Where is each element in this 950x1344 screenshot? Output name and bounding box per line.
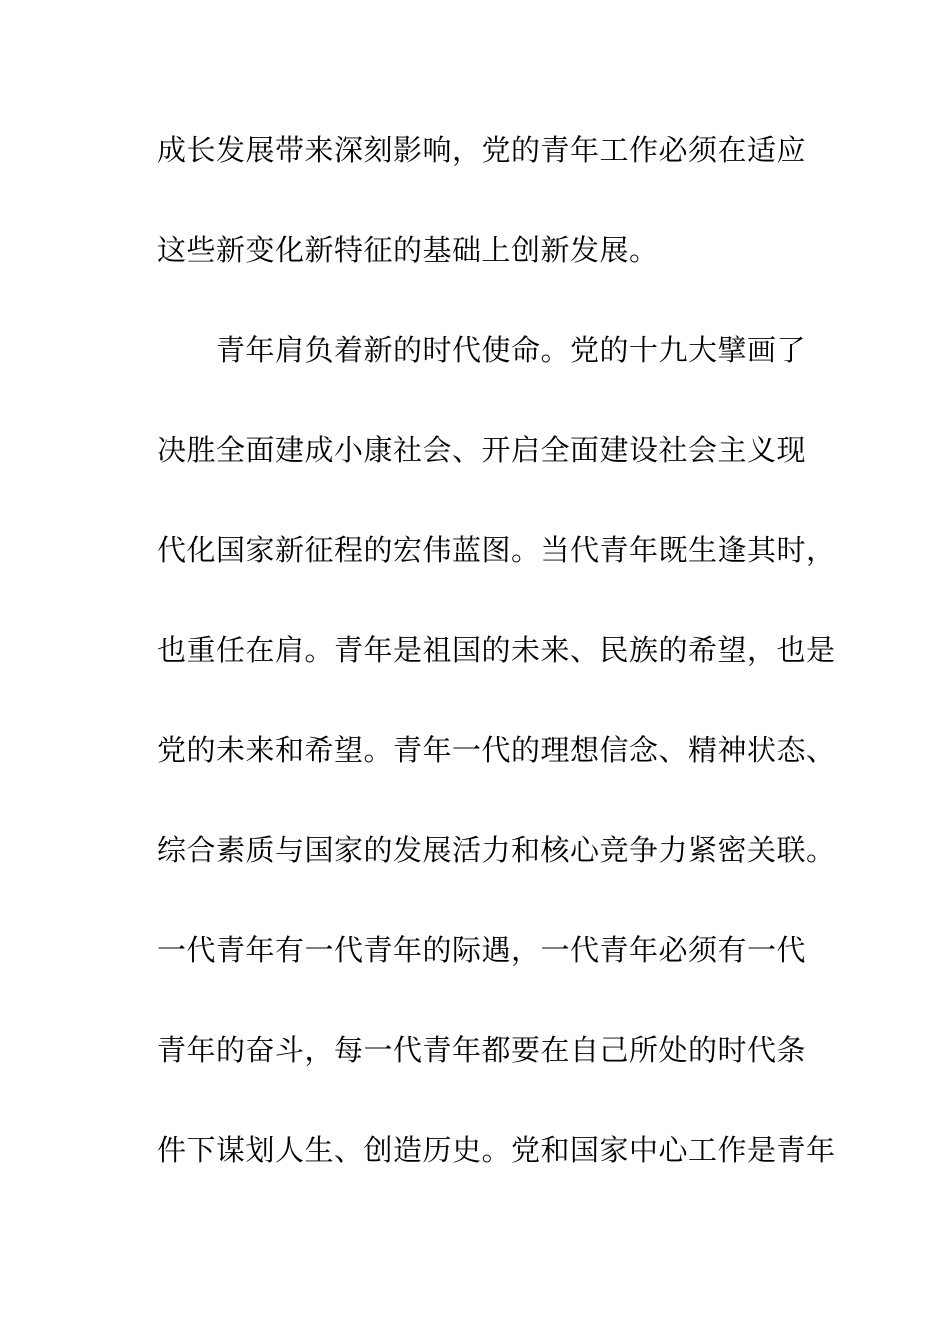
text-line: 青年的奋斗，每一代青年都要在自己所处的时代条 [157,1033,807,1067]
text-line: 代化国家新征程的宏伟蓝图。当代青年既生逢其时， [157,533,836,567]
text-line: 件下谋划人生、创造历史。党和国家中心工作是青年 [157,1133,836,1167]
text-line: 决胜全面建成小康社会、开启全面建设社会主义现 [157,433,807,467]
text-line: 成长发展带来深刻影响，党的青年工作必须在适应 [157,133,807,167]
paragraph-first-line: 青年肩负着新的时代使命。党的十九大擘画了 [157,333,807,367]
text-line: 这些新变化新特征的基础上创新发展。 [157,233,659,267]
text-line: 综合素质与国家的发展活力和核心竞争力紧密关联。 [157,833,836,867]
body-text [157,121,836,1221]
text-line: 党的未来和希望。青年一代的理想信念、精神状态、 [157,733,836,767]
text-line: 也重任在肩。青年是祖国的未来、民族的希望，也是 [157,633,836,667]
text-line: 一代青年有一代青年的际遇，一代青年必须有一代 [157,933,807,967]
